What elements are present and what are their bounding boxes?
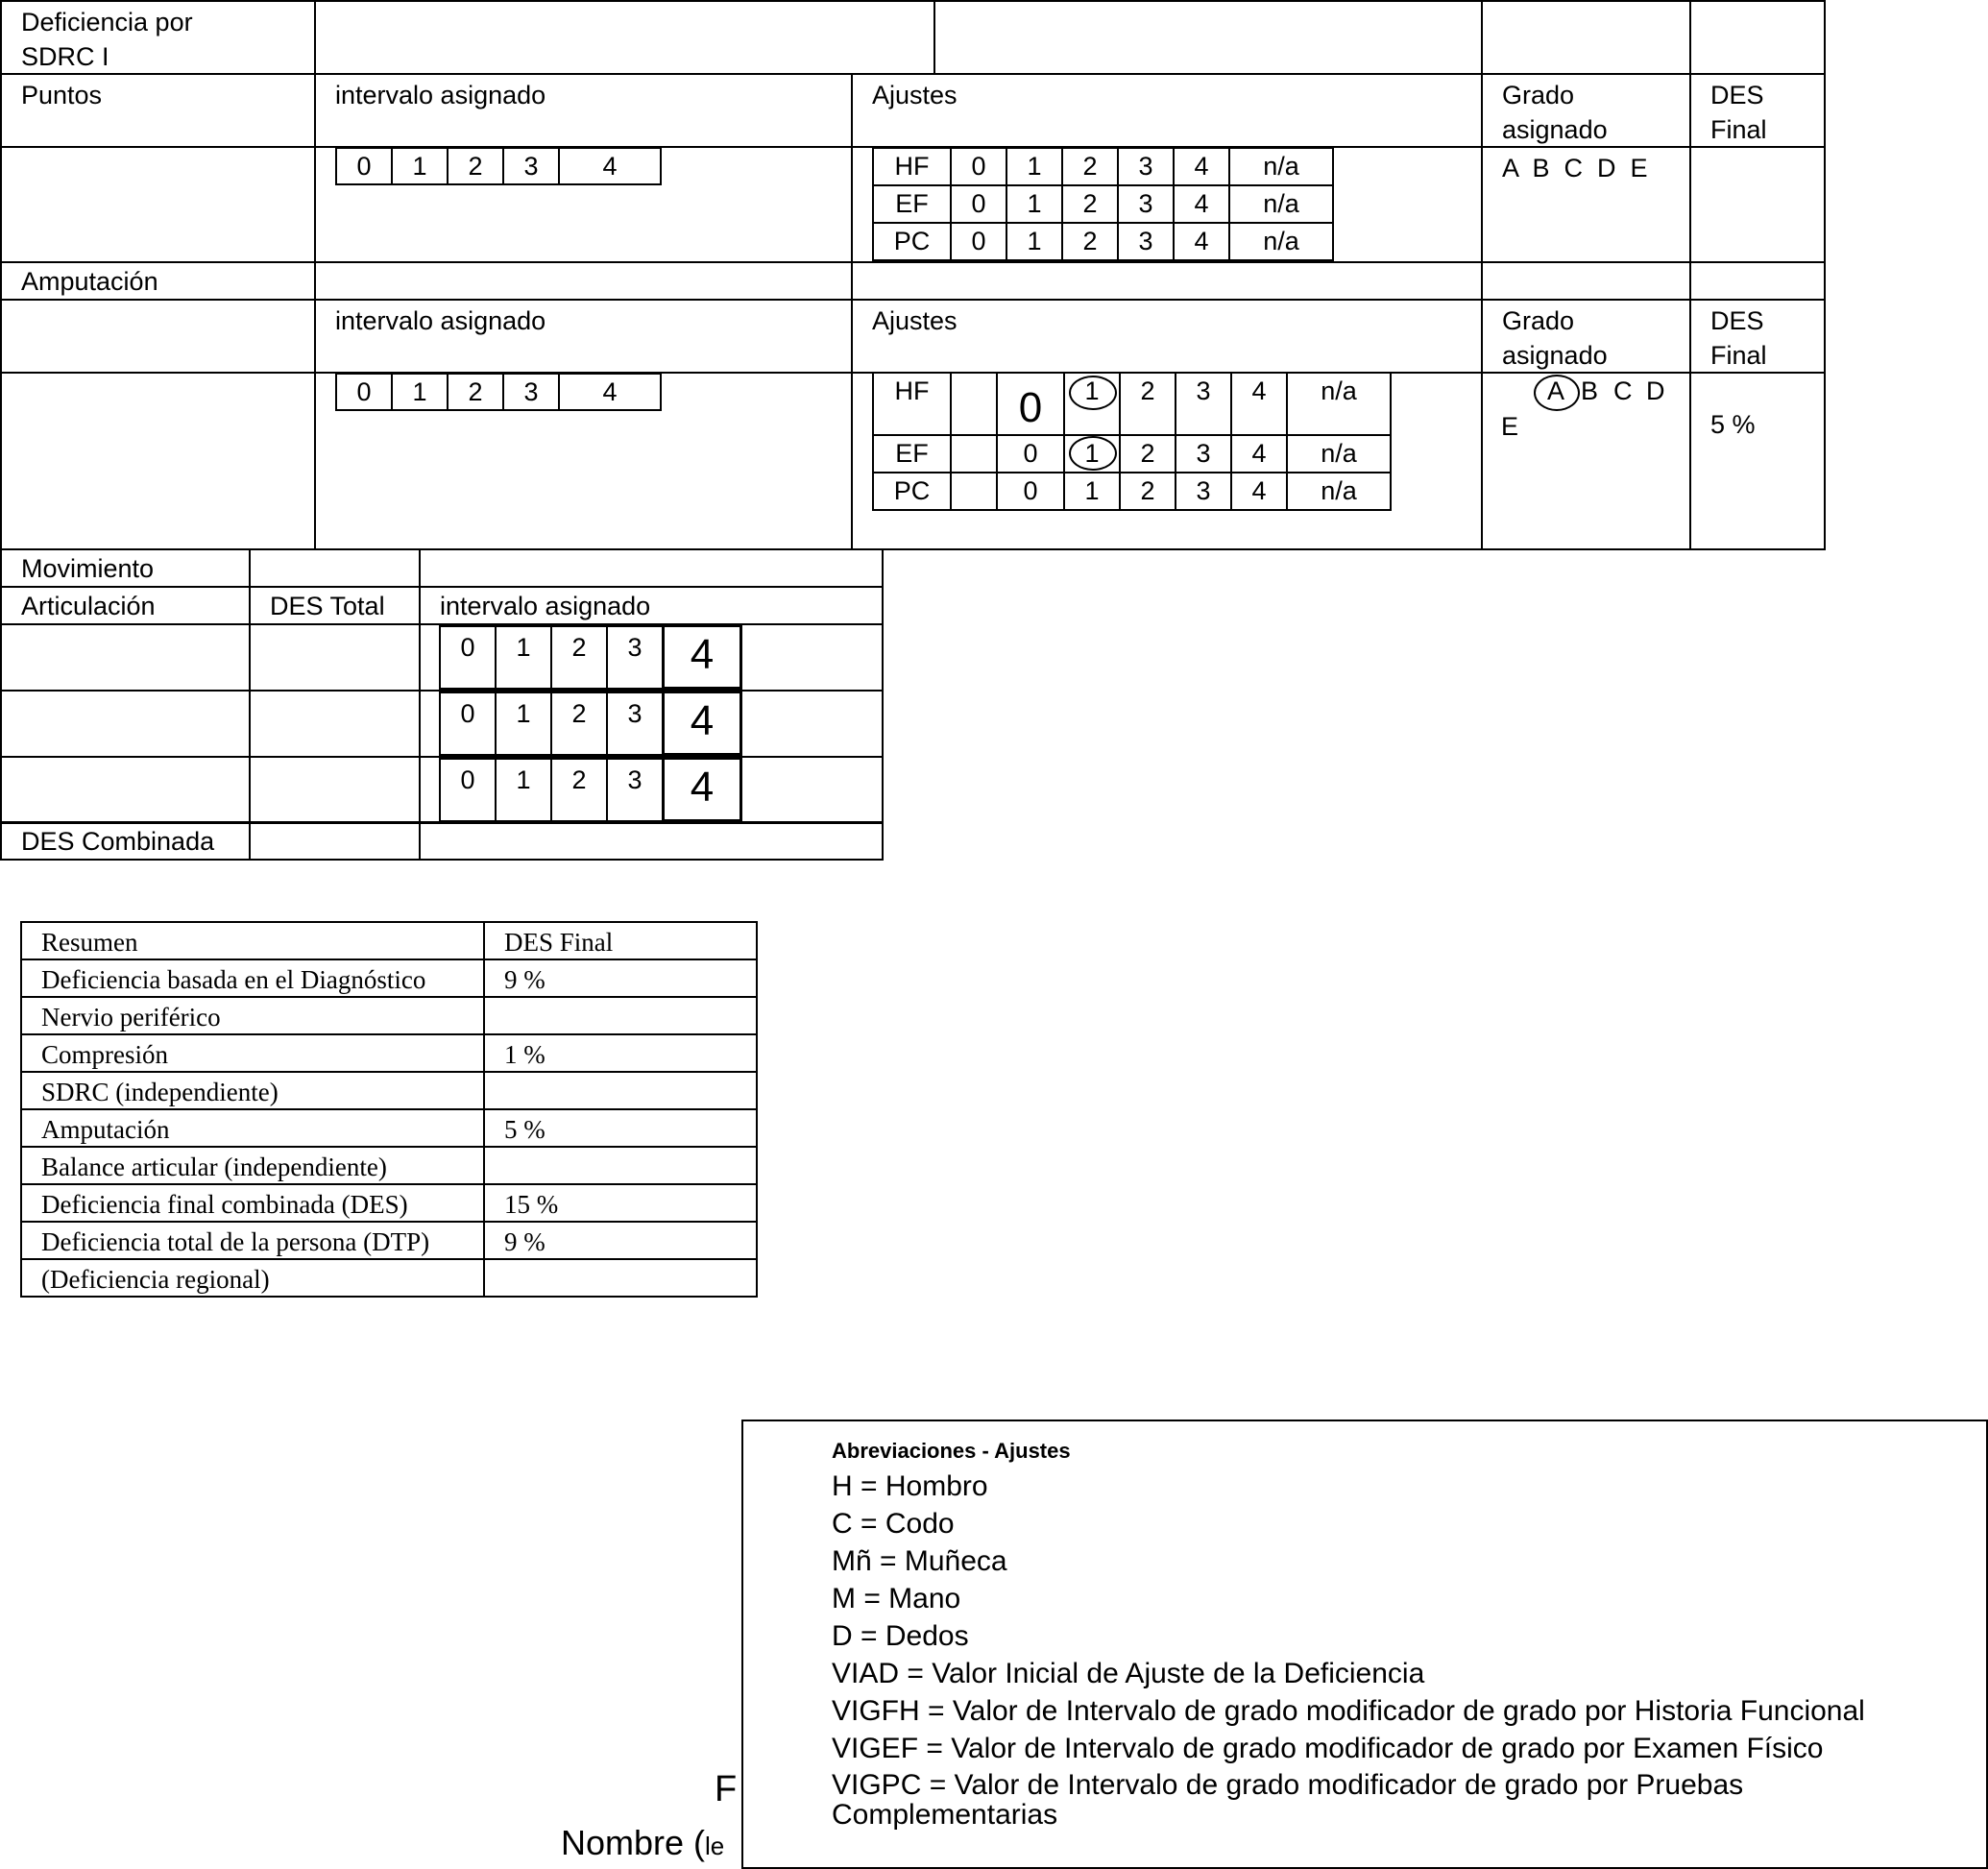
empty-cell	[0, 372, 316, 550]
grade-letter: A	[1547, 376, 1565, 405]
adjust-option: 1	[1006, 184, 1063, 224]
grade-letter: C	[1613, 376, 1633, 405]
adjust-option: 2	[1119, 372, 1176, 436]
resumen-row-label: Amputación	[20, 1108, 485, 1148]
adjust-option: 4	[1173, 184, 1230, 224]
nombre-partial	[561, 1821, 724, 1868]
des-combinada-label-cell	[0, 821, 251, 861]
empty-cell	[314, 261, 853, 301]
grado-header: Grado asignado	[1502, 81, 1608, 144]
adjust-option: 4	[1230, 472, 1288, 511]
adjust-option: n/a	[1228, 222, 1334, 261]
des-total-cell	[249, 756, 421, 824]
resumen-row-value	[483, 1146, 758, 1185]
adjust-option: 1	[1006, 147, 1063, 186]
abreviacion-item: VIGFH = Valor de Intervalo de grado modificador de grado por Historia Funcional	[832, 1695, 1865, 1727]
resumen-row-value: 15 %	[483, 1183, 758, 1223]
adjust-option: 0	[996, 434, 1065, 473]
intervalo-header: intervalo asignado	[440, 592, 651, 620]
sdrc-title-cell	[0, 0, 316, 75]
ajustes-header: Ajustes	[872, 81, 958, 109]
puntos-label-cell	[0, 73, 316, 148]
adjust-option: 2	[1061, 184, 1119, 224]
intervalo-header: intervalo asignado	[335, 81, 546, 109]
des-total-cell	[249, 690, 421, 758]
resumen-row-value: 1 %	[483, 1033, 758, 1073]
articulacion-cell	[0, 756, 251, 824]
empty-cell	[1481, 261, 1691, 301]
des-final-header-cell	[1689, 299, 1826, 374]
adjust-option: 0	[996, 372, 1065, 436]
adjust-option: 2	[1119, 472, 1176, 511]
empty-cell	[419, 821, 884, 861]
interval-option: 3	[502, 373, 560, 411]
adjust-row-label: EF	[872, 184, 952, 224]
articulacion-cell	[0, 623, 251, 692]
amputacion-title: Amputación	[21, 267, 158, 296]
des-total-cell	[249, 623, 421, 692]
interval-option: 4	[558, 373, 662, 411]
des-final-header: DES Final	[1710, 306, 1767, 370]
adjust-option: 2	[1119, 434, 1176, 473]
interval-option: 2	[550, 692, 608, 756]
adjust-row-label: PC	[872, 222, 952, 261]
articulacion-header: Articulación	[21, 592, 156, 620]
adjust-option: 1	[1063, 434, 1121, 473]
resumen-row-label: Deficiencia basada en el Diagnóstico	[20, 959, 485, 998]
interval-option: 3	[502, 147, 560, 185]
interval-option: 0	[439, 625, 497, 690]
des-total-header: DES Total	[270, 592, 385, 620]
adjust-option: 2	[1061, 147, 1119, 186]
adjust-option: 4	[1173, 222, 1230, 261]
nombre-small: le	[705, 1832, 725, 1860]
resumen-row-value: 9 %	[483, 1221, 758, 1260]
abreviacion-item: Mñ = Muñeca	[832, 1545, 1007, 1577]
interval-option: 3	[606, 625, 664, 690]
ajustes-header: Ajustes	[872, 306, 958, 335]
articulacion-cell	[0, 690, 251, 758]
interval-option: 2	[447, 373, 504, 411]
resumen-row-label: Nervio periférico	[20, 996, 485, 1035]
interval-option: 0	[439, 758, 497, 822]
resumen-row-value: 9 %	[483, 959, 758, 998]
adjust-option: n/a	[1228, 184, 1334, 224]
interval-option: 1	[495, 692, 552, 756]
resumen-row-value	[483, 1071, 758, 1110]
adjust-option: 1	[1063, 472, 1121, 511]
adjust-option: 0	[950, 222, 1007, 261]
empty-cell	[249, 548, 421, 588]
adjust-option: n/a	[1286, 372, 1392, 436]
adjust-row-label: HF	[872, 147, 952, 186]
empty-cell	[851, 261, 1483, 301]
ajustes-header-cell	[851, 299, 1483, 374]
abreviacion-item: VIGEF = Valor de Intervalo de grado modificador de grado por Examen Físico	[832, 1733, 1824, 1764]
amputacion-title-cell	[0, 261, 316, 301]
interval-option: 4	[662, 625, 742, 690]
adjust-option: n/a	[1286, 434, 1392, 473]
nombre-label: Nombre (	[561, 1823, 706, 1862]
resumen-row-value: 5 %	[483, 1108, 758, 1148]
adjust-option: 3	[1117, 184, 1175, 224]
des-total-header-cell	[249, 586, 421, 625]
empty-cell	[249, 821, 421, 861]
intervalo-header-cell	[314, 73, 853, 148]
sdrc-grades: A B C D E	[1502, 154, 1648, 182]
adjust-option: 4	[1230, 372, 1288, 436]
amputacion-des-final: 5 %	[1710, 410, 1756, 439]
resumen-row-label: (Deficiencia regional)	[20, 1258, 485, 1298]
abreviacion-item: C = Codo	[832, 1508, 955, 1540]
des-final-header: DES Final	[1710, 81, 1767, 144]
des-final-header-cell	[1689, 73, 1826, 148]
empty-cell	[419, 548, 884, 588]
resumen-row-label: Balance articular (independiente)	[20, 1146, 485, 1185]
intervalo-header-cell	[419, 586, 884, 625]
movimiento-title-cell	[0, 548, 251, 588]
adjust-row-label: PC	[872, 472, 952, 511]
intervalo-header: intervalo asignado	[335, 306, 546, 335]
resumen-header-label: Resumen	[20, 921, 485, 960]
abreviaciones-box	[741, 1420, 1988, 1869]
articulacion-header-cell	[0, 586, 251, 625]
grade-letter: B	[1581, 376, 1599, 405]
selection-circle	[1069, 376, 1117, 410]
adjust-option: 3	[1175, 472, 1232, 511]
grade-letter: E	[1501, 412, 1519, 441]
resumen-row-label: Deficiencia final combinada (DES)	[20, 1183, 485, 1223]
empty-cell	[0, 146, 316, 263]
empty-cell	[0, 299, 316, 374]
intervalo-header-cell	[314, 299, 853, 374]
sdrc-grade-cell	[1481, 146, 1691, 263]
interval-option: 1	[495, 758, 552, 822]
empty-cell	[314, 0, 935, 75]
abreviacion-item: M = Mano	[832, 1583, 961, 1614]
grade-letter: D	[1646, 376, 1665, 405]
adjust-option: 4	[1230, 434, 1288, 473]
empty-cell	[950, 434, 998, 473]
resumen-header-value: DES Final	[483, 921, 758, 960]
resumen-row-label: Compresión	[20, 1033, 485, 1073]
adjust-option: 0	[950, 147, 1007, 186]
abreviacion-item: VIGPC = Valor de Intervalo de grado modificador de grado por Pruebas	[832, 1769, 1744, 1801]
grado-header-cell	[1481, 73, 1691, 148]
interval-option: 4	[662, 692, 742, 756]
resumen-row-value	[483, 1258, 758, 1298]
abreviacion-item: Complementarias	[832, 1799, 1058, 1831]
adjust-option: n/a	[1286, 472, 1392, 511]
selection-circle	[1069, 436, 1117, 471]
puntos-label: Puntos	[21, 81, 103, 109]
firma-partial: F	[715, 1769, 738, 1809]
interval-option: 1	[391, 147, 449, 185]
interval-option: 4	[558, 147, 662, 185]
interval-option: 1	[495, 625, 552, 690]
interval-option: 0	[439, 692, 497, 756]
interval-option: 1	[391, 373, 449, 411]
adjust-option: n/a	[1228, 147, 1334, 186]
amputacion-des-cell	[1689, 372, 1826, 550]
abreviaciones-title: Abreviaciones - Ajustes	[832, 1439, 1071, 1463]
adjust-row-label: EF	[872, 434, 952, 473]
ajustes-header-cell	[851, 73, 1483, 148]
empty-cell	[1689, 261, 1826, 301]
empty-cell	[1481, 0, 1691, 75]
adjust-option: 1	[1006, 222, 1063, 261]
abreviacion-item: VIAD = Valor Inicial de Ajuste de la Deficiencia	[832, 1658, 1425, 1689]
empty-cell	[1689, 146, 1826, 263]
adjust-option: 0	[950, 184, 1007, 224]
interval-option: 0	[335, 373, 393, 411]
adjust-option: 2	[1061, 222, 1119, 261]
adjust-option: 4	[1173, 147, 1230, 186]
resumen-row-value	[483, 996, 758, 1035]
interval-option: 3	[606, 692, 664, 756]
interval-option: 2	[447, 147, 504, 185]
interval-option: 4	[662, 758, 742, 822]
empty-cell	[950, 372, 998, 436]
grado-header: Grado asignado	[1502, 306, 1608, 370]
resumen-row-label: SDRC (independiente)	[20, 1071, 485, 1110]
empty-cell	[933, 0, 1483, 75]
abreviacion-item: D = Dedos	[832, 1620, 969, 1652]
adjust-option: 1	[1063, 372, 1121, 436]
adjust-option: 3	[1117, 147, 1175, 186]
empty-cell	[950, 472, 998, 511]
empty-cell	[1689, 0, 1826, 75]
interval-option: 2	[550, 758, 608, 822]
adjust-option: 3	[1175, 434, 1232, 473]
interval-option: 0	[335, 147, 393, 185]
des-combinada-label: DES Combinada	[21, 827, 215, 856]
adjust-option: 0	[996, 472, 1065, 511]
resumen-row-label: Deficiencia total de la persona (DTP)	[20, 1221, 485, 1260]
adjust-row-label: HF	[872, 372, 952, 436]
movimiento-title: Movimiento	[21, 554, 155, 583]
adjust-option: 3	[1117, 222, 1175, 261]
grado-header-cell	[1481, 299, 1691, 374]
selection-circle	[1534, 375, 1580, 411]
sdrc-title: Deficiencia por SDRC I	[21, 8, 193, 71]
interval-option: 3	[606, 758, 664, 822]
abreviacion-item: H = Hombro	[832, 1470, 988, 1502]
adjust-option: 3	[1175, 372, 1232, 436]
interval-option: 2	[550, 625, 608, 690]
